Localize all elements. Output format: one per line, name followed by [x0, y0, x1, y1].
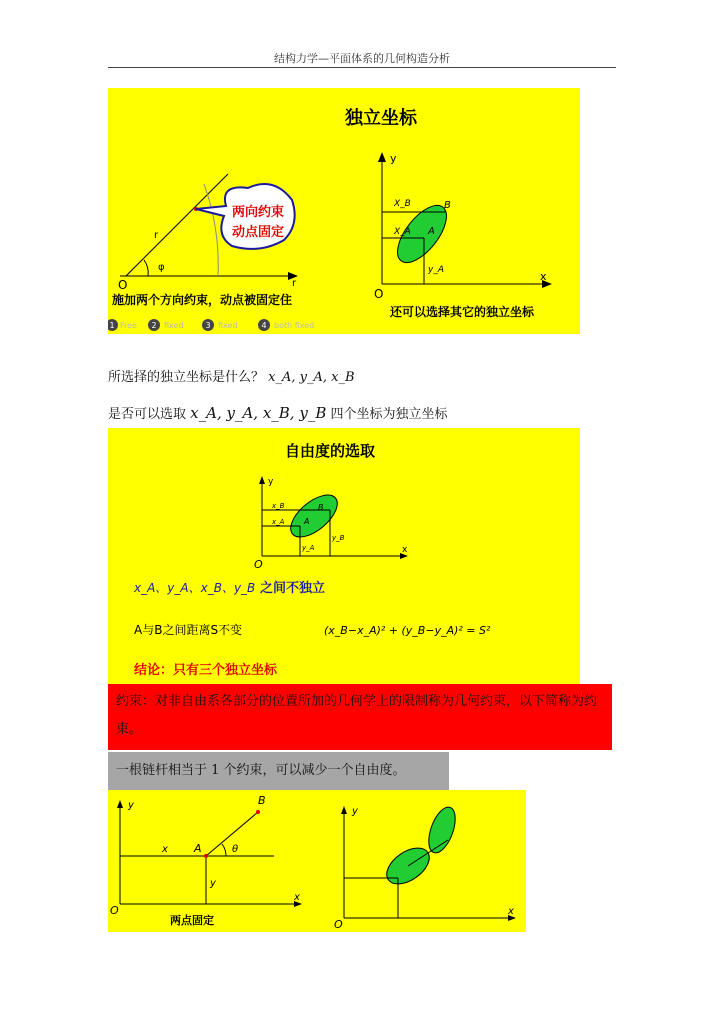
legend-label-4: both fixed	[274, 321, 315, 330]
label-xa: x_A	[272, 518, 285, 526]
figure3-svg	[108, 790, 526, 932]
label-xb: x_B	[272, 502, 285, 510]
figure-independent-coordinates	[108, 88, 580, 334]
arc-guide	[204, 184, 218, 276]
callout-line2: 动点固定	[232, 225, 285, 240]
label-x-right: x	[508, 906, 514, 917]
radius-line	[126, 174, 228, 276]
label-y-coord: y	[210, 878, 216, 889]
label-o-left: O	[118, 278, 128, 292]
figure2-svg	[108, 428, 580, 684]
point-b	[256, 810, 260, 814]
figure1-svg	[108, 88, 580, 334]
legend-label-1: Free	[120, 321, 137, 330]
coords-line: x_A、y_A、x_B、y_B	[134, 581, 256, 595]
svg-text:3: 3	[205, 321, 211, 330]
label-o: O	[254, 558, 263, 571]
figure1-title: 独立坐标	[345, 108, 417, 129]
distance-formula: (x_B−x_A)² + (y_B−y_A)² = S²	[324, 624, 491, 637]
y-axis-left-arrow	[117, 800, 123, 808]
label-o-left: O	[110, 904, 119, 917]
y-axis-right-arrow	[341, 806, 347, 814]
y-axis-arrow	[378, 152, 386, 162]
label-b: B	[318, 503, 324, 512]
legend-row	[108, 319, 314, 331]
label-y-right: y	[352, 806, 358, 817]
label-ya: y_A	[428, 265, 444, 275]
label-o-right: O	[334, 918, 343, 931]
question-1-text: 所选择的独立坐标是什么？	[108, 370, 265, 385]
coords-line-suffix: 之间不独立	[260, 581, 326, 596]
label-phi: φ	[158, 262, 165, 273]
label-x-left: x	[294, 892, 300, 903]
figure-link-constraint	[108, 790, 526, 932]
theta-arc	[222, 844, 226, 856]
question-2	[108, 403, 448, 422]
label-a: A	[304, 517, 310, 526]
question-1-math: x_A, y_A, x_B	[268, 370, 355, 385]
page-header: 结构力学—平面体系的几何构造分析	[274, 52, 450, 65]
label-theta: θ	[232, 844, 239, 855]
label-o-right: O	[374, 287, 384, 301]
label-x: x	[402, 545, 408, 555]
point-a	[204, 854, 208, 858]
phi-arc	[144, 260, 148, 276]
svg-text:2: 2	[151, 321, 157, 330]
label-b: B	[444, 200, 451, 211]
label-y: y	[268, 477, 274, 487]
label-r-axis: r	[292, 278, 297, 289]
legend-label-3: fixed	[218, 321, 238, 330]
label-ya: y_A	[302, 544, 315, 552]
link-bar-note: 一根链杆相当于 1 个约束，可以减少一个自由度。	[108, 752, 449, 790]
figure2-title: 自由度的选取	[284, 442, 376, 460]
label-b: B	[258, 794, 266, 807]
svg-text:4: 4	[261, 321, 267, 330]
label-y-left: y	[128, 800, 134, 811]
label-a: A	[428, 226, 435, 237]
label-x-coord: x	[162, 844, 168, 855]
question-2-post: 四个坐标为独立坐标	[330, 407, 448, 422]
body-ellipse-upper	[423, 804, 460, 857]
legend-label-2: fixed	[164, 321, 184, 330]
constraint-definition-box: 约束：对非自由系各部分的位置所加的几何学上的限制称为几何约束，以下简称为约束。	[108, 684, 612, 750]
label-yb: y_B	[332, 534, 345, 542]
label-x: x	[540, 270, 547, 283]
label-xa: X_A	[394, 227, 411, 237]
question-1	[108, 366, 355, 385]
distance-line: A与B之间距离S不变	[134, 623, 243, 637]
caption-left: 施加两个方向约束，动点被固定住	[112, 293, 293, 307]
caption-two-points-fixed: 两点固定	[170, 914, 214, 927]
question-2-pre: 是否可以选取	[108, 407, 187, 422]
conclusion-line: 结论：只有三个独立坐标	[134, 663, 278, 678]
question-2-math: x_A, y_A, x_B, y_B	[190, 404, 327, 422]
y-axis-arrow	[259, 476, 265, 484]
header-rule	[108, 67, 616, 68]
label-y: y	[390, 152, 397, 165]
callout-line1: 两向约束	[232, 205, 285, 220]
caption-right: 还可以选择其它的独立坐标	[390, 305, 535, 319]
label-xb: X_B	[394, 199, 411, 209]
label-r: r	[154, 230, 159, 241]
svg-text:1: 1	[109, 321, 115, 330]
label-a: A	[194, 842, 202, 855]
figure-dof-selection	[108, 428, 580, 684]
